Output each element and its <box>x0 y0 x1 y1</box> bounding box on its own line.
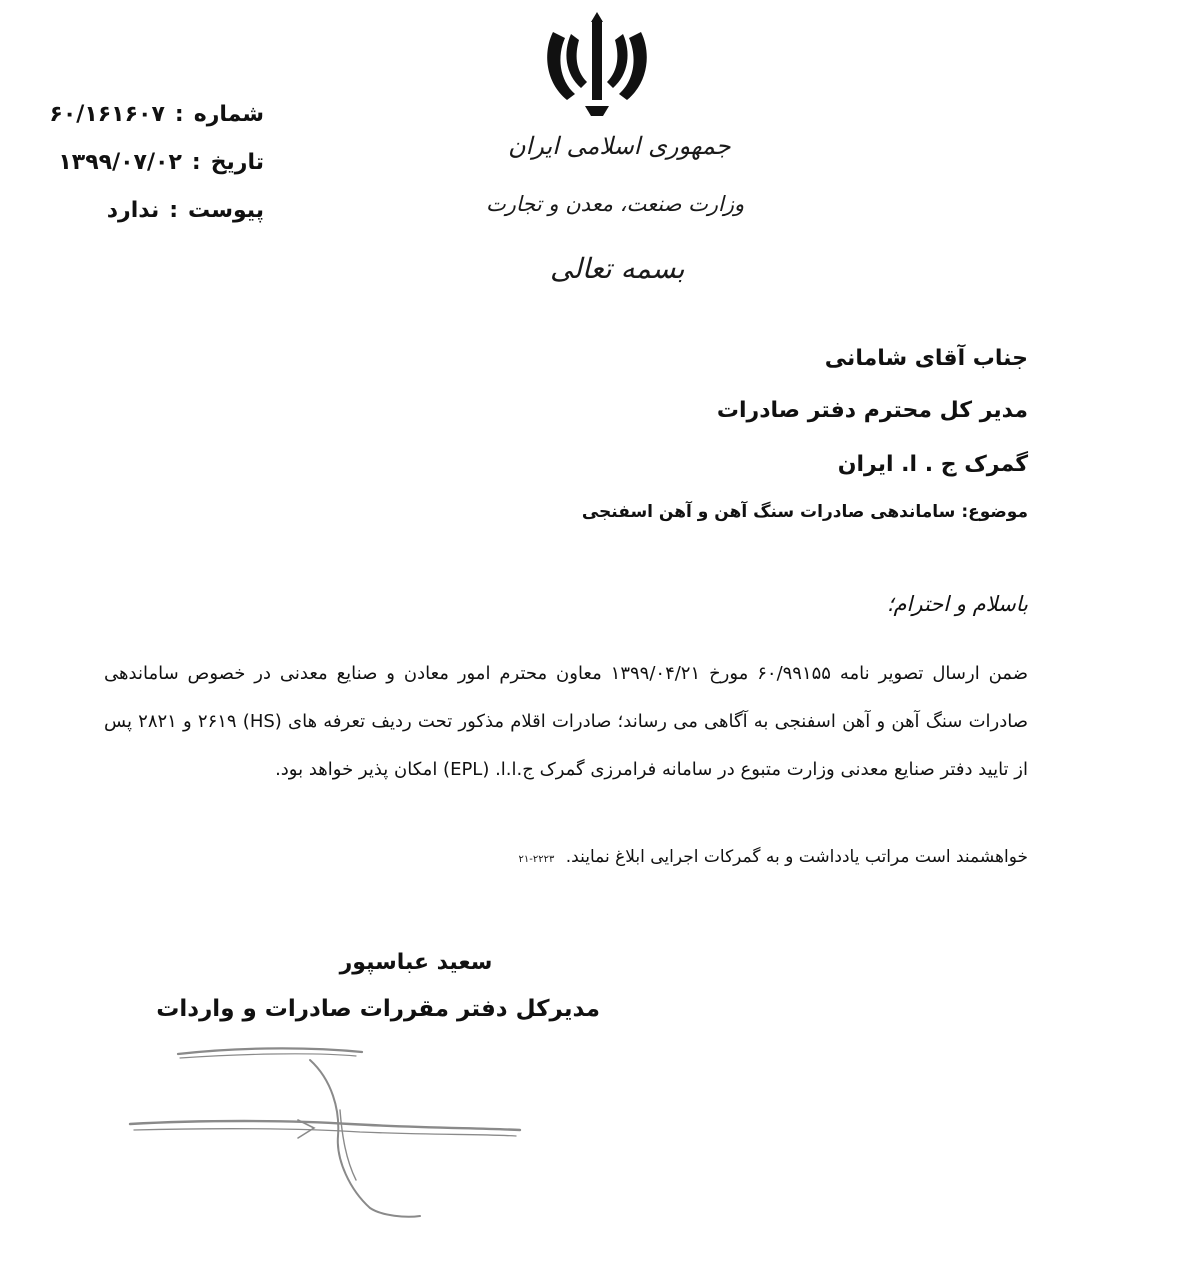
signatory-title: مدیرکل دفتر مقررات صادرات و واردات <box>156 996 600 1022</box>
letter-closing-ref: ۲۲۲۳-۲۱ <box>518 854 555 865</box>
letter-number <box>49 102 264 127</box>
letterhead-republic: جمهوری اسلامی ایران <box>508 132 731 160</box>
letter-attachment-label: پیوست <box>188 198 264 223</box>
letter-date <box>58 150 264 175</box>
letter-greeting: باسلام و احترام؛ <box>886 592 1028 616</box>
recipient-position: مدیر کل محترم دفتر صادرات <box>716 398 1028 423</box>
letter-attachment <box>107 198 264 223</box>
recipient-salutation: جناب آقای شامانی <box>824 346 1028 371</box>
letter-body-paragraph: ضمن ارسال تصویر نامه ۶۰/۹۹۱۵۵ مورخ ۱۳۹۹/۰۴/۲۱ معاون محترم امور معادن و صنایع معدنی در خصوص ساماندهی صادرات سنگ آهن و آهن اسفنجی به آگاهی می رساند؛ صادرات اقلام مذکور تحت ردیف تعرفه های (HS) ۲۶۱۹ و ۲۸۲۱ پس از تایید دفتر صنایع معدنی وزارت متبوع در سامانه فرامرزی گمرک ج.ا.ا. (EPL) امکان پذیر خواهد بود. <box>104 663 1028 780</box>
recipient-organization: گمرک ج . ا. ایران <box>837 452 1028 477</box>
letter-date-value: ۱۳۹۹/۰۷/۰۲ <box>58 150 182 175</box>
letter-attachment-value: ندارد <box>106 198 160 223</box>
iran-emblem-icon <box>541 12 653 120</box>
letter-number-separator: : <box>174 102 184 127</box>
letter-number-value: ۶۰/۱۶۱۶۰۷ <box>49 102 165 127</box>
letter-date-separator: : <box>191 150 201 175</box>
letter-closing <box>519 842 1028 875</box>
letter-closing-text: خواهشمند است مراتب یادداشت و به گمرکات اجرایی ابلاغ نمایند. <box>565 847 1028 867</box>
letter-number-label: شماره <box>193 102 264 127</box>
letter-date-label: تاریخ <box>210 150 264 175</box>
letter-subject: موضوع: ساماندهی صادرات سنگ آهن و آهن اسفنجی <box>581 502 1028 522</box>
letter-body <box>104 650 1028 794</box>
letterhead-invocation: بسمه تعالی <box>550 252 685 285</box>
signatory-name: سعید عباسپور <box>339 950 493 975</box>
letterhead-ministry: وزارت صنعت، معدن و تجارت <box>486 192 745 216</box>
handwritten-signature <box>120 1040 530 1220</box>
letter-attachment-separator: : <box>169 198 179 223</box>
